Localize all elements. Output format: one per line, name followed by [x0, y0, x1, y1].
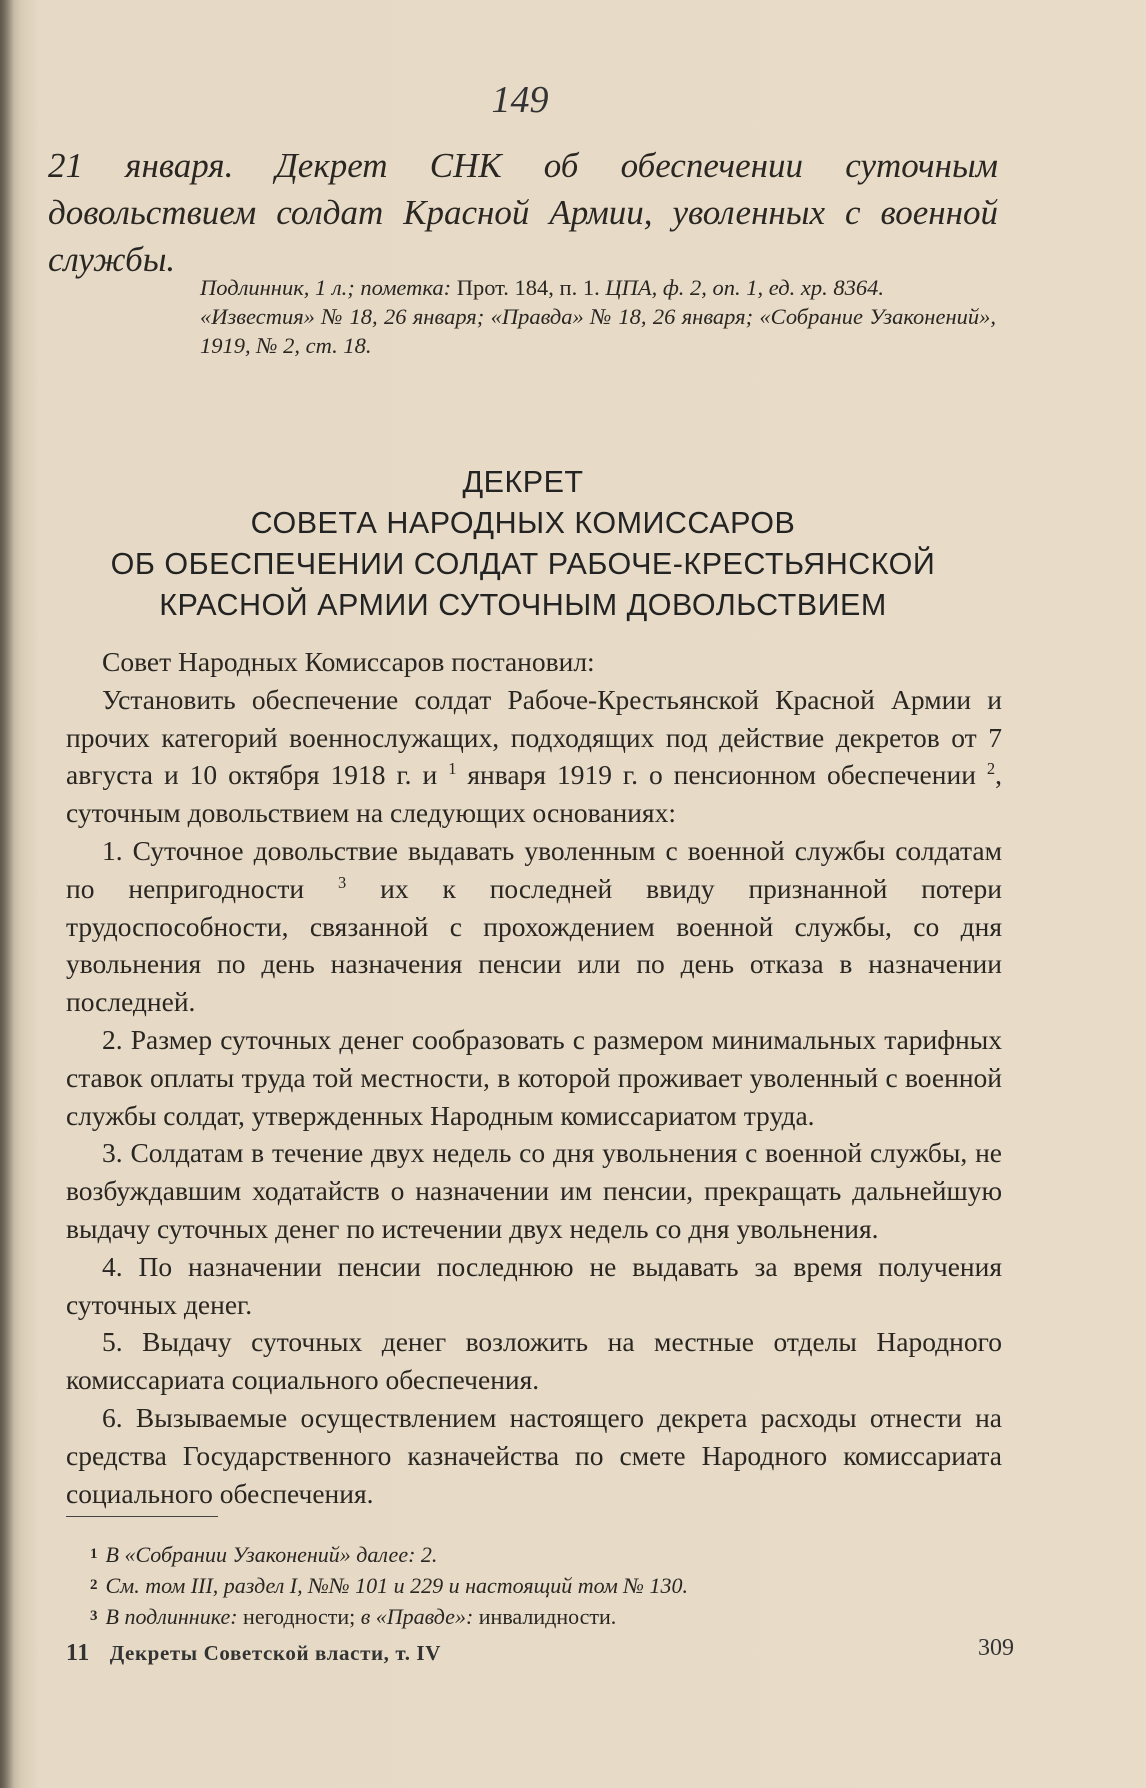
- title-line: ОБ ОБЕСПЕЧЕНИИ СОЛДАТ РАБОЧЕ-КРЕСТЬЯНСКОЙ: [110, 547, 936, 581]
- footnote-ref: 1: [448, 759, 457, 779]
- footnote-ref: 2: [986, 759, 996, 779]
- item-1: 1. Суточное довольствие выдавать уволенным с военной службы солдатам по непригодности $^3$ их к последней ввиду признанной потери трудоспособности, связанной с прохождением военной службы, со дня увольнения по день назначения пенсии или по день отказа в назначении последней.: [66, 834, 1002, 1018]
- source-line-archive: Подлинник, 1 л.; пометка: Прот. 184, п. 1. ЦПА, ф. 2, оп. 1, ед. хр. 8364.: [200, 275, 884, 300]
- item-2: 2. Размер суточных денег сообразовать с размером минимальных тарифных ставок оплаты труда той местности, в которой проживает уволенный с военной службы солдат, утвержденных Народным комиссариатом труда.: [66, 1023, 1002, 1131]
- main-paragraph: Установить обеспечение солдат Рабоче-Крестьянской Красной Армии и прочих категорий военнослужащих, подходящих под действие декретов от 7 августа и 10 октября 1918 г. и $^1$ января 1919 г. о пенсионном обеспечении $^2$, суточным довольствием на следующих основаниях:: [66, 683, 1002, 829]
- title-line: КРАСНОЙ АРМИИ СУТОЧНЫМ ДОВОЛЬСТВИЕМ: [159, 588, 887, 622]
- source-line-publications: «Известия» № 18, 26 января; «Правда» № 18, 26 января; «Собрание Узаконений», 1919, № 2, ст. 18.: [200, 304, 996, 358]
- footnotes: [90, 1539, 990, 1632]
- document-summary: 21 января. Декрет СНК об обеспечении суточным довольствием солдат Красной Армии, уволенных с военной службы.: [48, 146, 998, 279]
- footnote-ref: 3: [337, 872, 347, 892]
- title-line: ДЕКРЕТ: [462, 465, 584, 499]
- item-4: 4. По назначении пенсии последнюю не выдавать за время получения суточных денег.: [66, 1250, 1002, 1320]
- book-title: Декреты Советской власти, т. IV: [109, 1641, 441, 1665]
- title-line: СОВЕТА НАРОДНЫХ КОМИССАРОВ: [250, 506, 796, 540]
- document-number: 149: [491, 79, 549, 121]
- item-5: 5. Выдачу суточных денег возложить на местные отделы Народного комиссариата социального обеспечения.: [66, 1326, 1002, 1396]
- page-number: 309: [978, 1635, 1014, 1661]
- binding-shadow: [0, 0, 14, 1788]
- decree-body: [66, 643, 1002, 1512]
- printer-signature: 11: [66, 1640, 90, 1666]
- running-footer: [66, 1640, 441, 1667]
- footnote-divider: [66, 1516, 218, 1517]
- source-reference: [200, 273, 996, 360]
- item-3: 3. Солдатам в течение двух недель со дня увольнения с военной службы, не возбуждавшим ходатайств о назначении им пенсии, прекращать дальнейшую выдачу суточных денег по истечении двух недель со дня увольнения.: [66, 1137, 1002, 1244]
- intro-paragraph: Совет Народных Комиссаров постановил:: [102, 646, 595, 677]
- footnote-2: 2 См. том III, раздел I, №№ 101 и 229 и настоящий том № 130.: [90, 1573, 689, 1598]
- item-6: 6. Вызываемые осуществлением настоящего декрета расходы отнести на средства Государственного казначейства по смете Народного комиссариата социального обеспечения.: [66, 1401, 1002, 1509]
- decree-title: [48, 462, 998, 626]
- footnote-1: 1 В «Собрании Узаконений» далее: 2.: [90, 1542, 438, 1567]
- footnote-3: 3 В подлиннике: негодности; в «Правде»: инвалидности.: [90, 1604, 617, 1629]
